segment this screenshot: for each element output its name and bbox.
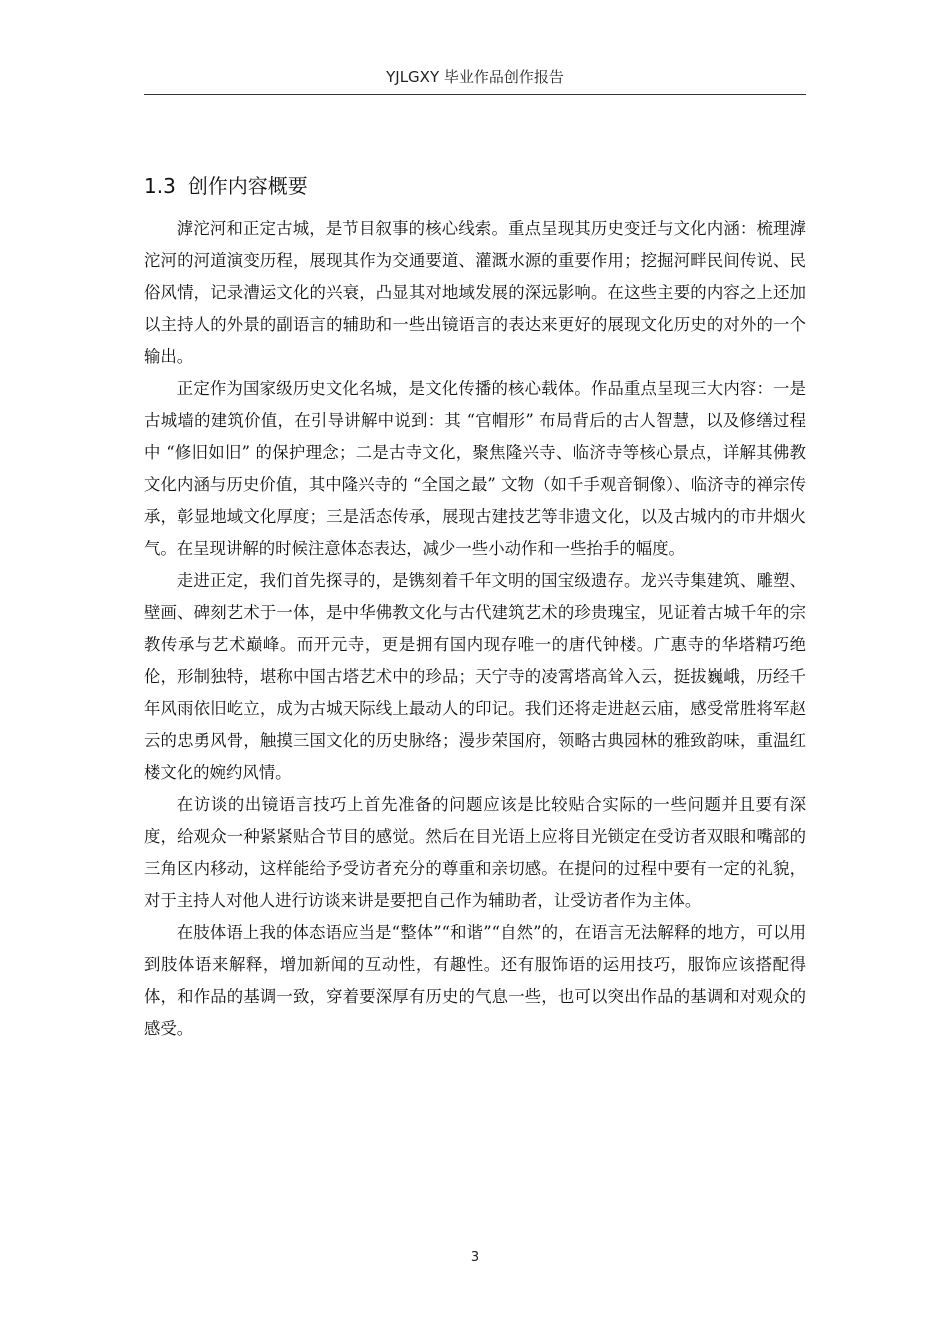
paragraph: 在肢体语上我的体态语应当是“整体”“和谐”“自然”的，在语言无法解释的地方，可以用到肢体语来解释，增加新闻的互动性，有趣性。还有服饰语的运用技巧，服饰应该搭配得体，和作品的基调一致，穿着要深厚有历史的气息一些，也可以突出作品的基调和对观众的感受。 <box>144 923 806 1038</box>
page-number: 3 <box>470 1250 480 1265</box>
paragraph: 滹沱河和正定古城，是节目叙事的核心线索。重点呈现其历史变迁与文化内涵：梳理滹沱河的河道演变历程，展现其作为交通要道、灌溉水源的重要作用；挖掘河畔民间传说、民俗风情，记录漕运文化的兴衰，凸显其对地域发展的深远影响。在这些主要的内容之上还加以主持人的外景的副语言的辅助和一些出镜语言的表达来更好的展现文化历史的对外的一个输出。 <box>144 219 806 366</box>
paragraph: 正定作为国家级历史文化名城，是文化传播的核心载体。作品重点呈现三大内容：一是古城墙的建筑价值，在引导讲解中说到：其 “官帽形” 布局背后的古人智慧，以及修缮过程中 “修旧如旧” 的保护理念；二是古寺文化，聚焦隆兴寺、临济寺等核心景点，详解其佛教文化内涵与历史价值，其中隆兴寺的 “全国之最” 文物（如千手观音铜像）、临济寺的禅宗传承，彰显地域文化厚度；三是活态传承，展现古建技艺等非遗文化，以及古城内的市井烟火气。在呈现讲解的时候注意体态表达，减少一些小动作和一些抬手的幅度。 <box>144 379 806 558</box>
section-title: 创作内容概要 <box>187 174 308 198</box>
header-title: YJLGXY 毕业作品创作报告 <box>386 68 564 86</box>
paragraph: 在访谈的出镜语言技巧上首先准备的问题应该是比较贴合实际的一些问题并且要有深度，给观众一种紧紧贴合节目的感觉。然后在目光语上应将目光锁定在受访者双眼和嘴部的三角区内移动，这样能给予受访者充分的尊重和亲切感。在提问的过程中要有一定的礼貌，对于主持人对他人进行访谈来讲是要把自己作为辅助者，让受访者作为主体。 <box>144 795 806 910</box>
page-header <box>144 60 806 95</box>
section-number: 1.3 <box>144 174 176 198</box>
section-heading <box>144 170 806 202</box>
paragraph: 走进正定，我们首先探寻的，是镌刻着千年文明的国宝级遗存。龙兴寺集建筑、雕塑、壁画、碑刻艺术于一体，是中华佛教文化与古代建筑艺术的珍贵瑰宝，见证着古城千年的宗教传承与艺术巅峰。而开元寺，更是拥有国内现存唯一的唐代钟楼。广惠寺的华塔精巧绝伦，形制独特，堪称中国古塔艺术中的珍品；天宁寺的凌霄塔高耸入云，挺拔巍峨，历经千年风雨依旧屹立，成为古城天际线上最动人的印记。我们还将走进赵云庙，感受常胜将军赵云的忠勇风骨，触摸三国文化的历史脉络；漫步荣国府，领略古典园林的雅致韵味，重温红楼文化的婉约风情。 <box>144 571 806 782</box>
body-text <box>144 213 806 1045</box>
